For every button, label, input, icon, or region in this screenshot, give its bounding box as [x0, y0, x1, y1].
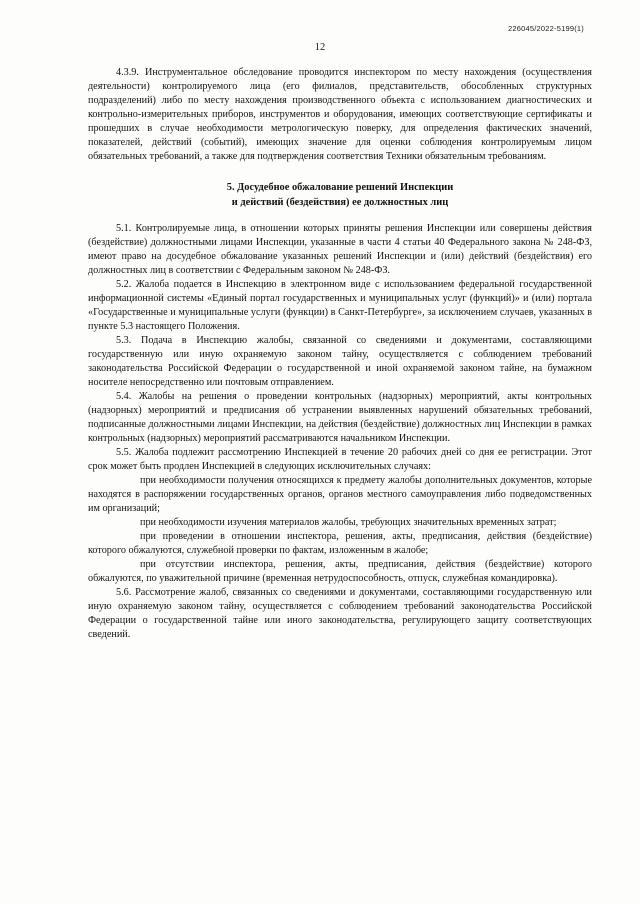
paragraph-4-3-9: 4.3.9. Инструментальное обследование проводится инспектором по месту нахождения (осуществления деятельности) контролируемого лица (его филиалов, представительств, обособленных структурных подразделений) либо по месту нахождения производственного объекта с использованием диагностических и контрольно-измерительных приборов, инструментов и оборудования, имеющих соответствующие сертификаты и прошедших в случае необходимости метрологическую поверку, для определения фактических значений, показателей, действий (событий), имеющих значение для оценки соблюдения контролируемым лицом обязательных требований, а также для подтверждения соответствия Техники обязательным требованиям. [88, 67, 592, 162]
section-5-heading [88, 180, 592, 210]
page-number: 12 [314, 42, 326, 53]
paragraph-5-3: 5.3. Подача в Инспекцию жалобы, связанной со сведениями и документами, составляющими государственную или иную охраняемую законом тайну, осуществляется с соблюдением требований законодательства Российской Федерации о государственной и иной охраняемой законом тайне, на бумажном носителе непосредственно или почтовым отправлением. [88, 335, 592, 388]
paragraph-5-6: 5.6. Рассмотрение жалоб, связанных со сведениями и документами, составляющими государственную или иную охраняемую законом тайну, осуществляется с соблюдением требований законодательства Российской Федерации о государственной тайне или иного законодательства, регулирующего защиту соответствующих сведений. [88, 587, 592, 640]
paragraph-5-5-case-3: при проведении в отношении инспектора, решения, акты, предписания, действия (бездействие) которого обжалуются, служебной проверки по фактам, изложенным в жалобе; [88, 531, 592, 556]
paragraph-5-5-case-2: при необходимости изучения материалов жалобы, требующих значительных временных затрат; [140, 517, 557, 528]
paragraph-5-1: 5.1. Контролируемые лица, в отношении которых приняты решения Инспекции или совершены действия (бездействие) должностными лицами Инспекции, указанные в части 4 статьи 40 Федерального закона № 248-ФЗ, имеют право на досудебное обжалование указанных решений Инспекции и (или) действий (бездействия) его должностных лиц в соответствии с Федеральным законом № 248-ФЗ. [88, 223, 592, 276]
section-5-heading-line-2: и действий (бездействия) ее должностных лиц [231, 197, 449, 208]
document-body [88, 66, 592, 642]
paragraph-5-5-case-4: при отсутствии инспектора, решения, акты, предписания, действия (бездействие) которого обжалуются, по уважительной причине (временная нетрудоспособность, отпуск, служебная командировка). [88, 559, 592, 584]
section-5-heading-line-1: 5. Досудебное обжалование решений Инспекции [226, 182, 454, 193]
document-registration-number: 226045/2022-5199(1) [508, 24, 584, 33]
paragraph-5-4: 5.4. Жалобы на решения о проведении контрольных (надзорных) мероприятий, акты контрольных (надзорных) мероприятий и предписания об устранении выявленных нарушений обязательных требований, подписанные должностными лицами Инспекции, на действия (бездействие) должностных лиц Инспекции в рамках контрольных (надзорных) мероприятий рассматриваются начальником Инспекции. [88, 391, 592, 444]
paragraph-5-5: 5.5. Жалоба подлежит рассмотрению Инспекцией в течение 20 рабочих дней со дня ее регистрации. Этот срок может быть продлен Инспекцией в следующих исключительных случаях: [88, 447, 592, 472]
paragraph-5-2: 5.2. Жалоба подается в Инспекцию в электронном виде с использованием федеральной государственной информационной системы «Единый портал государственных и муниципальных услуг (функций)» и (или) портала «Государственные и муниципальные услуги (функции) в Санкт-Петербурге», за исключением случаев, указанных в пункте 5.3 настоящего Положения. [88, 279, 592, 332]
paragraph-5-5-case-1: при необходимости получения относящихся к предмету жалобы дополнительных документов, которые находятся в распоряжении государственных органов, органов местного самоуправления либо подведомственных им организаций; [88, 475, 592, 514]
